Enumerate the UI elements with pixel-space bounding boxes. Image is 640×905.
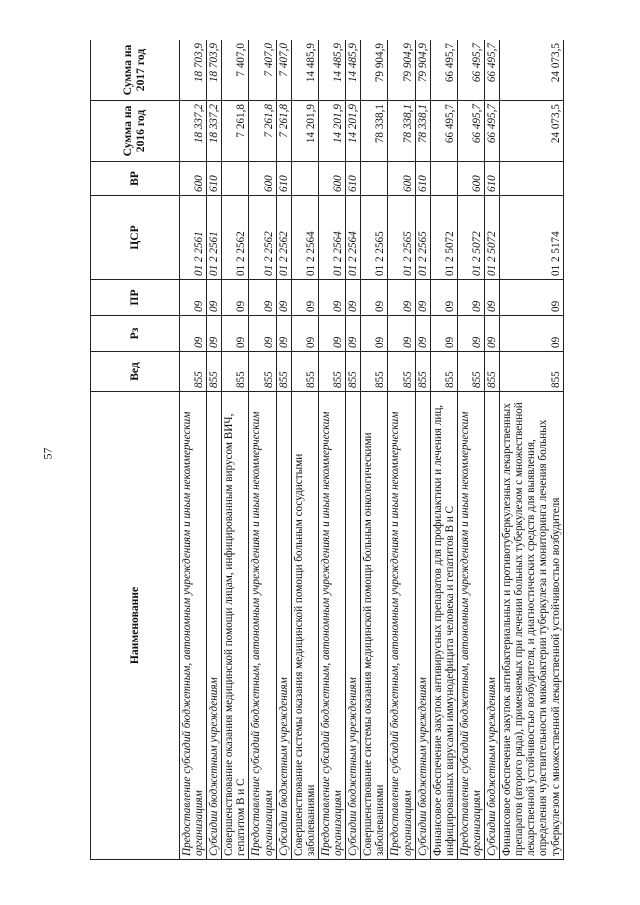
cell-pr: 09 [207,280,222,316]
cell-vr: 610 [485,162,500,196]
cell-name: Финансовое обеспечение закупок антибактериальных и противотуберкулезных лекарственных препаратов (второго ряда), применяемых при лечении больных туберкулезом с множественной лекарственной устойчивостью возбудителя, и диагностических средств для выявления, определения чувствительности микобактерии туберкулеза и мониторинга лечения больных туберкулезом с множественной лекарственной устойчивостью возбудителя [500,392,563,860]
cell-sum-2017: 18 703,9 [207,40,222,101]
table-row [430,40,457,860]
cell-csr: 01 2 2562 [249,196,276,280]
cell-csr: 01 2 5174 [500,196,563,280]
cell-rz: 09 [276,316,291,352]
cell-csr: 01 2 2564 [346,196,361,280]
cell-sum-2016: 66 495,7 [457,101,484,162]
cell-sum-2016: 78 338,1 [388,101,415,162]
cell-pr: 09 [500,280,563,316]
cell-sum-2017: 79 904,9 [388,40,415,101]
table-row [207,40,222,860]
page-number: 57 [40,447,55,460]
cell-name: Предоставление субсидий бюджетным, автономным учреждениям и иным некоммерческим организациям [180,392,207,860]
cell-pr: 09 [222,280,249,316]
cell-vr: 600 [180,162,207,196]
cell-pr: 09 [485,280,500,316]
cell-sum-2016: 66 495,7 [485,101,500,162]
cell-name: Субсидии бюджетным учреждениям [485,392,500,860]
header-rz: Рз [91,316,180,352]
table-row [318,40,345,860]
cell-sum-2016: 14 201,9 [346,101,361,162]
cell-name: Предоставление субсидий бюджетным, автономным учреждениям и иным некоммерческим организациям [318,392,345,860]
cell-pr: 09 [430,280,457,316]
table-row [388,40,415,860]
cell-vr [500,162,563,196]
cell-ved: 855 [276,352,291,392]
cell-sum-2016: 66 495,7 [430,101,457,162]
cell-name: Субсидии бюджетным учреждениям [276,392,291,860]
cell-csr: 01 2 5072 [457,196,484,280]
cell-name: Совершенствование оказания медицинской помощи лицам, инфицированным вирусом ВИЧ, гепатитом В и С [222,392,249,860]
cell-vr [430,162,457,196]
cell-ved: 855 [222,352,249,392]
cell-vr: 600 [457,162,484,196]
cell-csr: 01 2 2565 [415,196,430,280]
header-sum-2017: Сумма на 2017 год [91,40,180,101]
cell-vr [291,162,318,196]
cell-ved: 855 [361,352,388,392]
cell-name: Предоставление субсидий бюджетным, автономным учреждениям и иным некоммерческим организациям [249,392,276,860]
cell-rz: 09 [318,316,345,352]
cell-name: Субсидии бюджетным учреждениям [207,392,222,860]
cell-sum-2017: 18 703,9 [180,40,207,101]
cell-csr: 01 2 2564 [318,196,345,280]
cell-rz: 09 [207,316,222,352]
table-row [361,40,388,860]
header-name: Наименование [91,392,180,860]
cell-sum-2016: 7 261,8 [222,101,249,162]
cell-vr: 600 [318,162,345,196]
cell-csr: 01 2 2564 [291,196,318,280]
cell-ved: 855 [346,352,361,392]
cell-sum-2017: 14 485,9 [346,40,361,101]
cell-rz: 09 [346,316,361,352]
table-body [180,40,564,860]
cell-sum-2017: 66 495,7 [485,40,500,101]
cell-pr: 09 [291,280,318,316]
cell-rz: 09 [180,316,207,352]
cell-pr: 09 [318,280,345,316]
table-row [180,40,207,860]
cell-sum-2017: 79 904,9 [415,40,430,101]
cell-sum-2017: 7 407,0 [276,40,291,101]
cell-sum-2017: 66 495,7 [457,40,484,101]
cell-rz: 09 [222,316,249,352]
cell-rz: 09 [457,316,484,352]
header-ved: Вед [91,352,180,392]
cell-ved: 855 [291,352,318,392]
cell-csr: 01 2 2561 [180,196,207,280]
cell-name: Совершенствование системы оказания медицинской помощи больным сосудистыми заболеваниями [291,392,318,860]
cell-sum-2016: 18 337,2 [207,101,222,162]
cell-rz: 09 [430,316,457,352]
cell-csr: 01 2 2562 [222,196,249,280]
header-sum-2016: Сумма на 2016 год [91,101,180,162]
header-csr: ЦСР [91,196,180,280]
cell-csr: 01 2 2565 [361,196,388,280]
cell-csr: 01 2 5072 [485,196,500,280]
cell-name: Субсидии бюджетным учреждениям [346,392,361,860]
cell-sum-2016: 18 337,2 [180,101,207,162]
cell-sum-2017: 14 485,9 [318,40,345,101]
cell-ved: 855 [207,352,222,392]
cell-ved: 855 [249,352,276,392]
cell-pr: 09 [249,280,276,316]
cell-rz: 09 [485,316,500,352]
cell-rz: 09 [249,316,276,352]
cell-sum-2016: 78 338,1 [415,101,430,162]
cell-pr: 09 [415,280,430,316]
table-row [415,40,430,860]
rotated-table-frame [90,40,630,860]
table-row [500,40,563,860]
table-row [222,40,249,860]
cell-sum-2016: 7 261,8 [276,101,291,162]
cell-sum-2017: 79 904,9 [361,40,388,101]
table-row [485,40,500,860]
table-container [90,40,630,860]
cell-vr: 610 [207,162,222,196]
cell-ved: 855 [180,352,207,392]
table-row [291,40,318,860]
cell-ved: 855 [415,352,430,392]
cell-vr: 610 [415,162,430,196]
cell-pr: 09 [346,280,361,316]
cell-sum-2017: 7 407,0 [249,40,276,101]
cell-sum-2017: 7 407,0 [222,40,249,101]
cell-pr: 09 [180,280,207,316]
cell-name: Совершенствование системы оказания медицинской помощи больным онкологическими заболеваниями [361,392,388,860]
cell-name: Предоставление субсидий бюджетным, автономным учреждениям и иным некоммерческим организациям [457,392,484,860]
budget-table [90,40,564,860]
cell-pr: 09 [361,280,388,316]
cell-sum-2017: 24 073,5 [500,40,563,101]
cell-sum-2017: 14 485,9 [291,40,318,101]
cell-name: Предоставление субсидий бюджетным, автономным учреждениям и иным некоммерческим организациям [388,392,415,860]
cell-ved: 855 [500,352,563,392]
cell-csr: 01 2 2565 [388,196,415,280]
cell-name: Финансовое обеспечение закупок антивирусных препаратов для профилактики и лечения лиц, инфицированных вирусами иммунодефицита человека и гепатитов В и С [430,392,457,860]
table-row [346,40,361,860]
cell-ved: 855 [318,352,345,392]
table-row [276,40,291,860]
table-row [249,40,276,860]
cell-pr: 09 [457,280,484,316]
cell-ved: 855 [457,352,484,392]
header-vr: ВР [91,162,180,196]
cell-rz: 09 [500,316,563,352]
cell-pr: 09 [388,280,415,316]
cell-sum-2016: 14 201,9 [318,101,345,162]
cell-vr [222,162,249,196]
table-header-row [91,40,180,860]
cell-csr: 01 2 2562 [276,196,291,280]
cell-sum-2016: 24 073,5 [500,101,563,162]
cell-sum-2016: 78 338,1 [361,101,388,162]
header-pr: ПР [91,280,180,316]
cell-ved: 855 [388,352,415,392]
cell-vr [361,162,388,196]
cell-csr: 01 2 5072 [430,196,457,280]
cell-sum-2016: 7 261,8 [249,101,276,162]
cell-vr: 610 [276,162,291,196]
cell-pr: 09 [276,280,291,316]
cell-name: Субсидии бюджетным учреждениям [415,392,430,860]
cell-ved: 855 [430,352,457,392]
cell-rz: 09 [388,316,415,352]
cell-ved: 855 [485,352,500,392]
table-row [457,40,484,860]
cell-vr: 600 [388,162,415,196]
cell-vr: 610 [346,162,361,196]
cell-sum-2016: 14 201,9 [291,101,318,162]
cell-csr: 01 2 2561 [207,196,222,280]
cell-rz: 09 [415,316,430,352]
cell-sum-2017: 66 495,7 [430,40,457,101]
cell-vr: 600 [249,162,276,196]
cell-rz: 09 [361,316,388,352]
cell-rz: 09 [291,316,318,352]
